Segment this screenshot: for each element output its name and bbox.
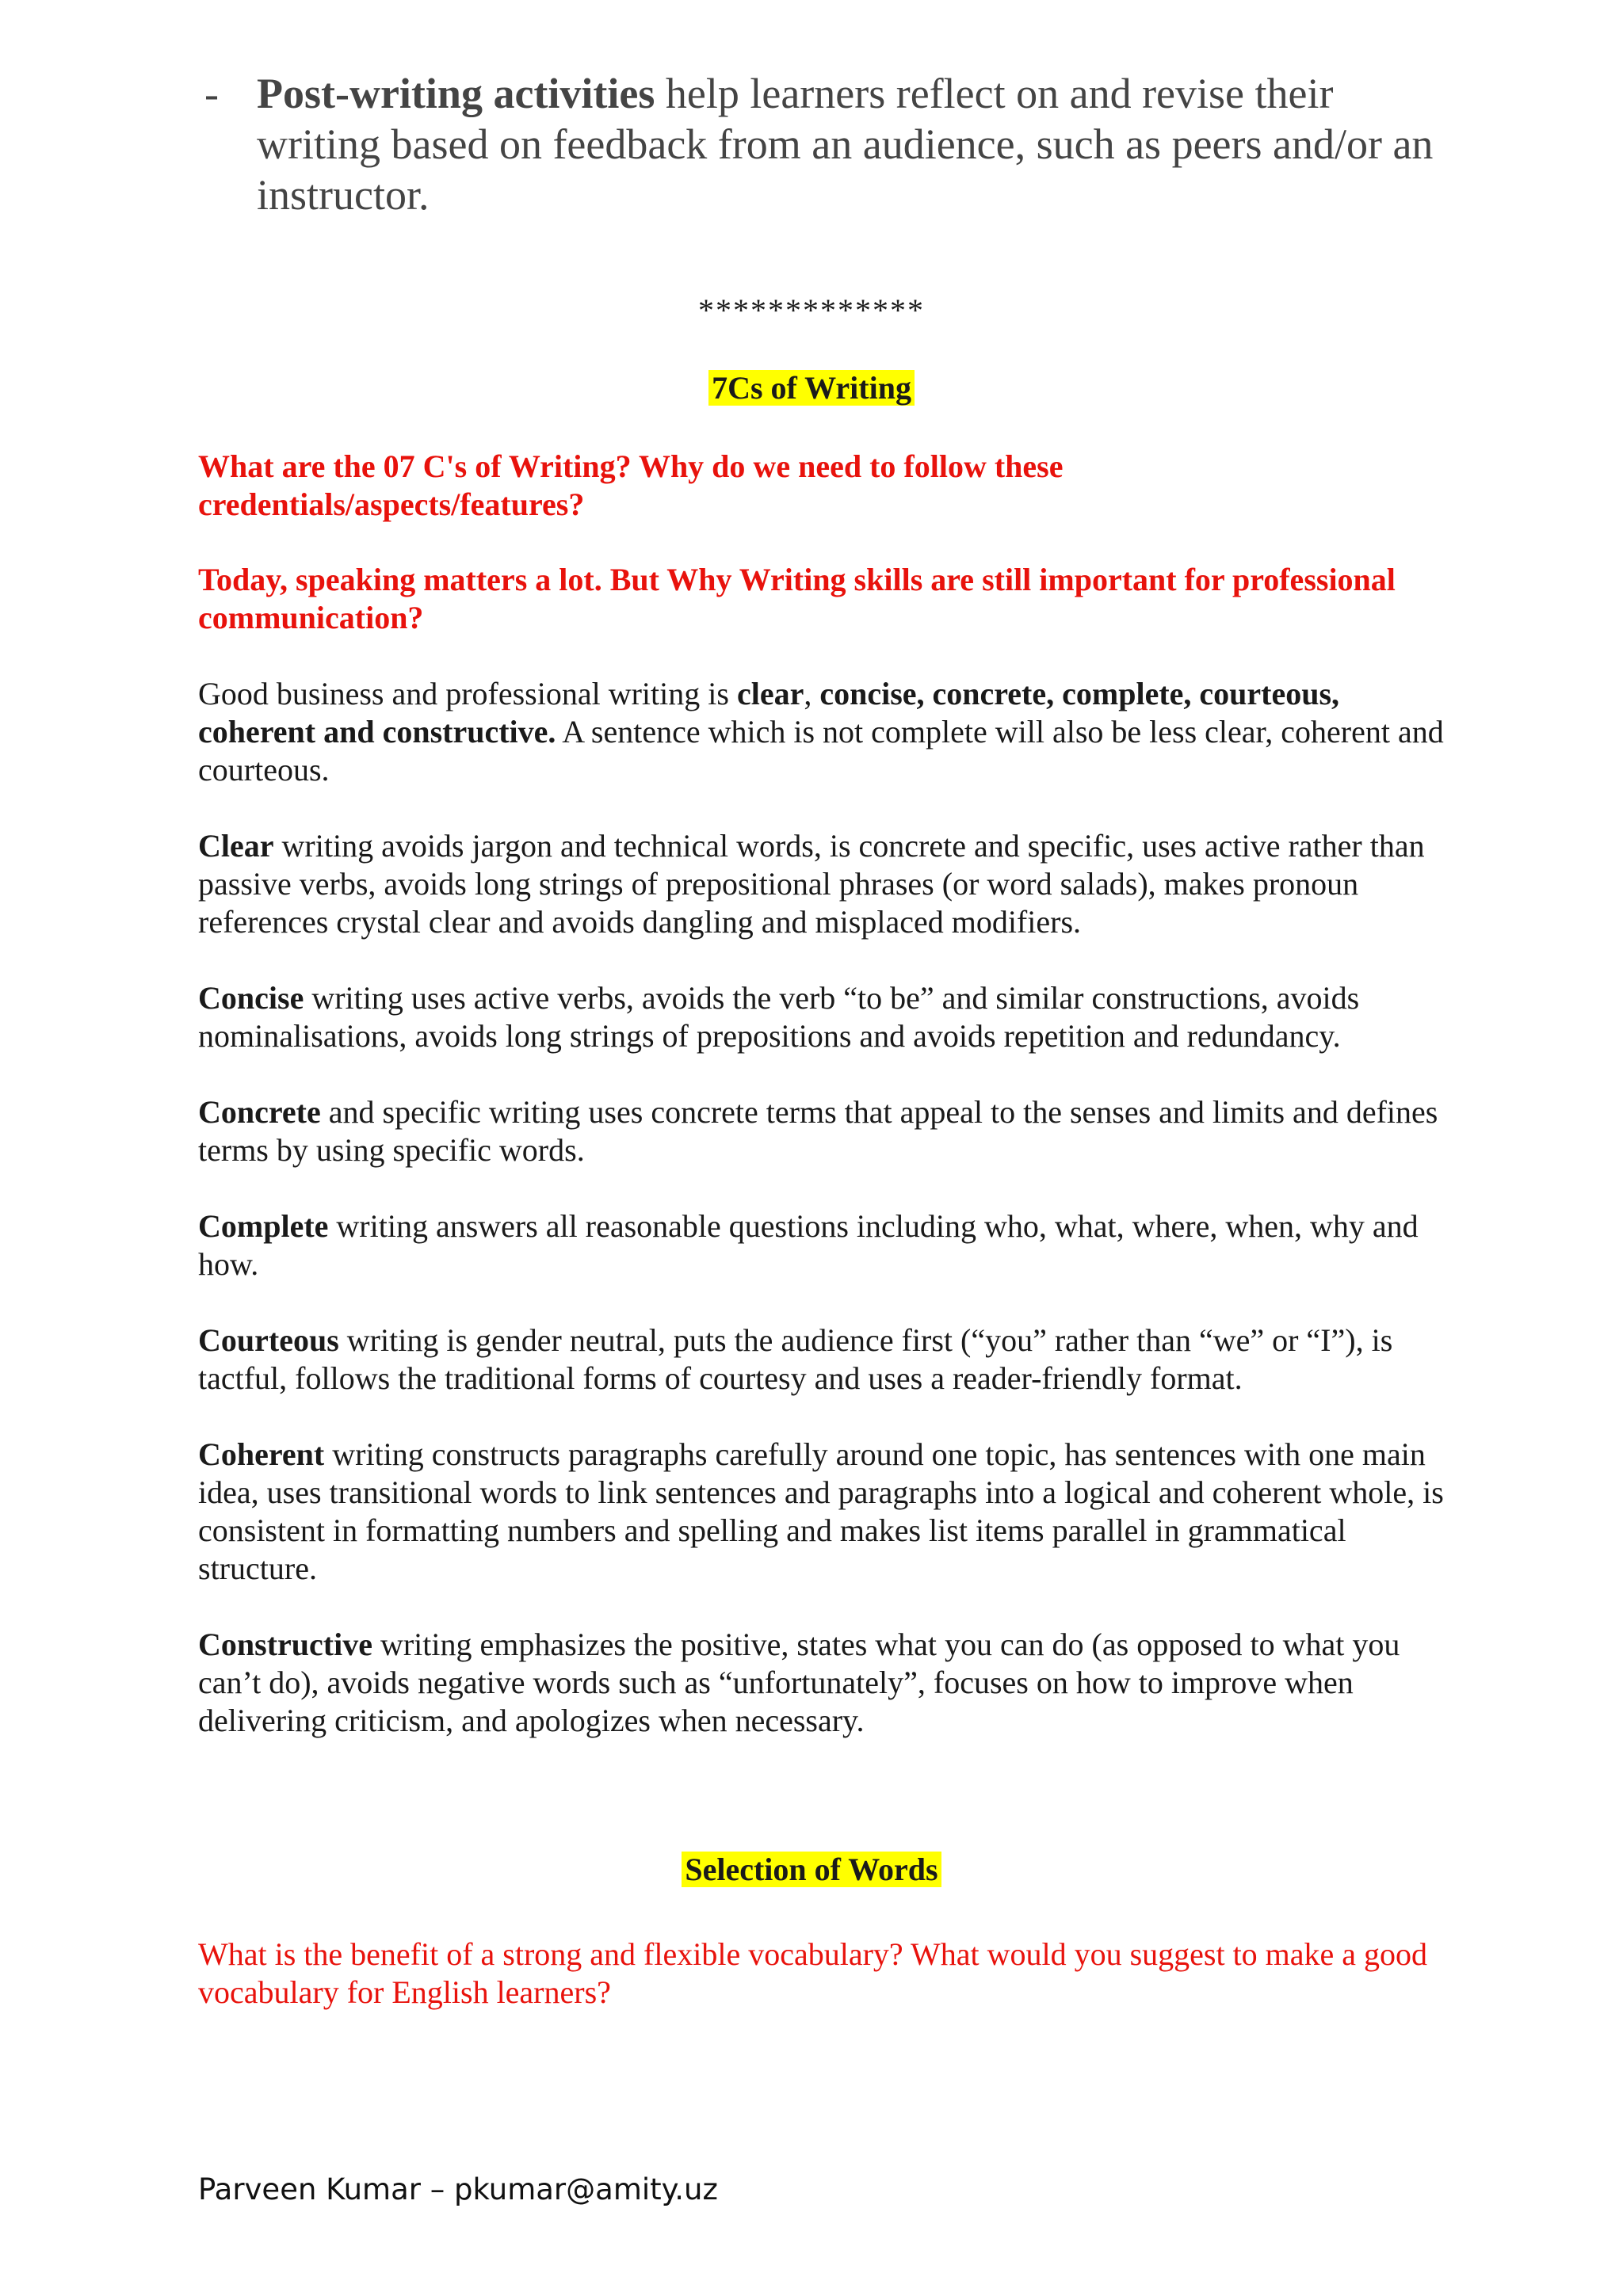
bullet-dash: -: [204, 70, 219, 117]
intro-pre: Good business and professional writing is: [198, 676, 737, 711]
paragraph-concrete: [198, 1093, 1450, 1169]
text-concise: writing uses active verbs, avoids the verb “to be” and similar constructions, avoids nominalisations, avoids long strings of prepositions and avoids repetition and redundancy.: [198, 980, 1360, 1054]
text-constructive: writing emphasizes the positive, states what you can do (as opposed to what you can’t do), avoids negative words such as “unfortunately”, focuses on how to improve when delivering criticism, and apologizes when necessary.: [198, 1627, 1400, 1738]
intro-comma: ,: [804, 676, 820, 711]
text-clear: writing avoids jargon and technical words, is concrete and specific, uses active rather than passive verbs, avoids long strings of prepositional phrases (or word salads), makes pronoun references crystal clear and avoids dangling and misplaced modifiers.: [198, 828, 1425, 940]
section-heading-selection-text: Selection of Words: [682, 1852, 941, 1887]
section-heading-selection: [0, 1851, 1623, 1888]
page-footer: Parveen Kumar – pkumar@amity.uz: [198, 2172, 718, 2206]
paragraph-constructive: [198, 1626, 1450, 1740]
intro-bold-1: clear: [736, 676, 804, 711]
text-complete: writing answers all reasonable questions including who, what, where, when, why and how.: [198, 1208, 1419, 1282]
section-heading-7cs: [0, 369, 1623, 406]
paragraph-coherent: [198, 1436, 1466, 1588]
term-complete: Complete: [198, 1208, 329, 1244]
term-constructive: Constructive: [198, 1627, 372, 1662]
question-3: What is the benefit of a strong and flexible vocabulary? What would you suggest to make a good vocabulary for English learners?: [198, 1936, 1428, 2010]
intro-bold-2: concise, concrete, complete, courteous, coherent and constructive.: [198, 676, 1340, 749]
bullet-body: help learners reflect on and revise their writing based on feedback from an audience, such as peers and/or an instructor.: [257, 70, 1434, 219]
text-concrete: and specific writing uses concrete terms that appeal to the senses and limits and defines terms by using specific words.: [198, 1094, 1438, 1168]
intro-paragraph: [198, 675, 1450, 789]
term-courteous: Courteous: [198, 1322, 339, 1358]
intro-post: A sentence which is not complete will also be less clear, coherent and courteous.: [198, 714, 1444, 788]
term-coherent: Coherent: [198, 1436, 325, 1472]
paragraph-clear: [198, 827, 1450, 941]
paragraph-courteous: [198, 1322, 1450, 1398]
separator: *************: [698, 292, 925, 328]
text-courteous: writing is gender neutral, puts the audience first (“you” rather than “we” or “I”), is tactful, follows the traditional forms of courtesy and uses a reader-friendly format.: [198, 1322, 1393, 1396]
paragraph-complete: [198, 1207, 1450, 1283]
question-2: Today, speaking matters a lot. But Why Writing skills are still important for professional communication?: [198, 562, 1396, 635]
question-1: What are the 07 C's of Writing? Why do we need to follow these credentials/aspects/features?: [198, 448, 1064, 522]
term-concise: Concise: [198, 980, 304, 1016]
section-heading-7cs-text: 7Cs of Writing: [708, 370, 915, 406]
term-clear: Clear: [198, 828, 274, 864]
text-coherent: writing constructs paragraphs carefully around one topic, has sentences with one main idea, uses transitional words to link sentences and paragraphs into a logical and coherent whole, is consistent in formatting numbers and spelling and makes list items parallel in grammatical structure.: [198, 1436, 1444, 1586]
paragraph-concise: [198, 979, 1450, 1055]
term-concrete: Concrete: [198, 1094, 321, 1130]
bullet-term: Post-writing activities: [257, 70, 655, 117]
bullet-text: [257, 68, 1445, 220]
